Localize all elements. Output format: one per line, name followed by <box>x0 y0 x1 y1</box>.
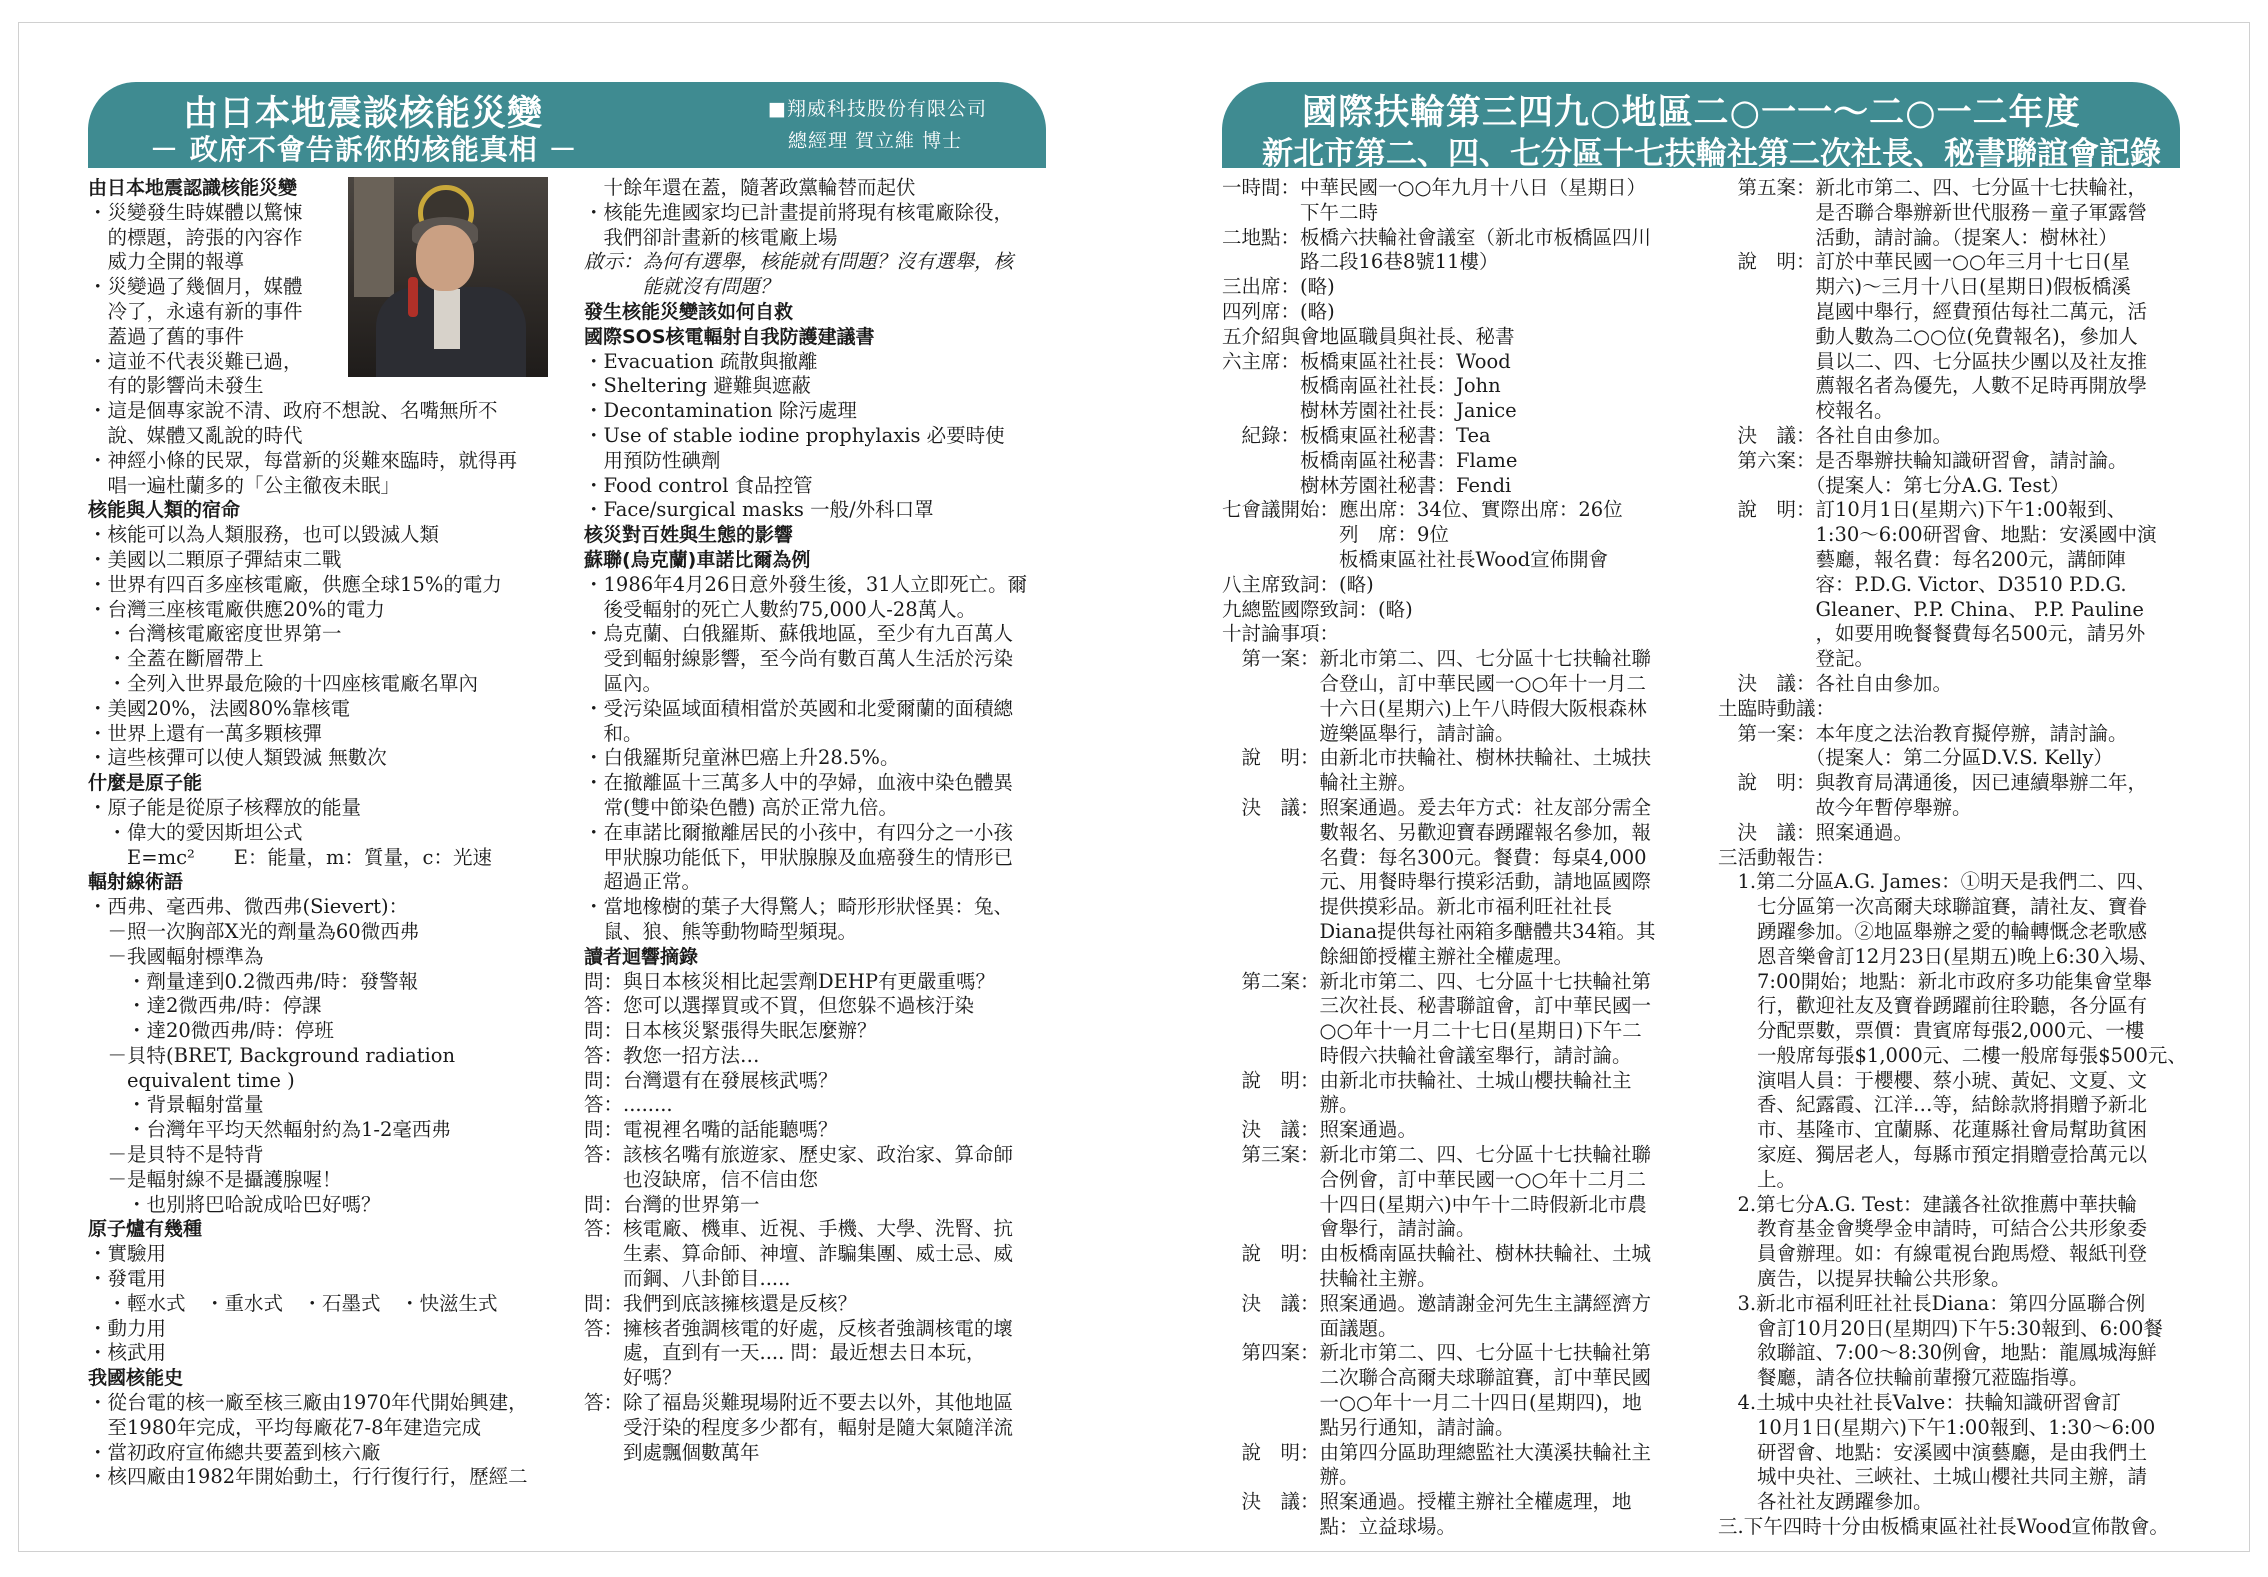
text-line: ・達2微西弗/時：停課 <box>88 994 322 1018</box>
text-line: 提供摸彩品。新北市福利旺社社長 <box>1222 895 1613 919</box>
text-line: 1.第二分區A.G. James：①明天是我們二、四、 <box>1718 870 2156 894</box>
text-line: ・神經小條的民眾，每當新的災難來臨時，就得再 <box>88 448 518 472</box>
text-line: 扶輪社主辦。 <box>1222 1267 1437 1291</box>
text-line: ・美國20%，法國80%靠核電 <box>88 696 351 720</box>
text-line: 板橋南區社社長：John <box>1222 374 1501 398</box>
section-heading: 我國核能史 <box>88 1367 184 1390</box>
text-line: ・達20微西弗/時：停班 <box>88 1019 334 1043</box>
text-line: 行，歡迎社友及寶眷踴躍前往聆聽，各分區有 <box>1718 994 2148 1018</box>
text-line: 第六案：是否舉辦扶輪知識研習會，請討論。 <box>1718 448 2128 472</box>
text-line: 7:00開始；地點：新北市政府多功能集會堂舉 <box>1718 969 2152 993</box>
text-line: 踴躍參加。②地區舉辦之愛的輪轉慨念老歌感 <box>1718 919 2148 943</box>
text-line: ，如要用晚餐餐費每名500元，請另外 <box>1718 622 2146 646</box>
text-line: 十餘年還在蓋，隨著政黨輪替而起伏 <box>584 176 916 199</box>
text-line: 1:30～6:00研習會、地點：安溪國中演 <box>1718 523 2157 547</box>
text-line: 是否聯合舉辦新世代服務－童子軍露營 <box>1718 200 2148 224</box>
section-heading: 蘇聯(烏克蘭)車諾比爾為例 <box>584 548 811 571</box>
text-line: 常(雙中節染色體) 高於正常九倍。 <box>584 795 898 819</box>
text-line: 教育基金會獎學金申請時，可結合公共形象委 <box>1718 1217 2148 1241</box>
text-line: 能就沒有問題？ <box>584 275 780 299</box>
text-line: ・動力用 <box>88 1316 167 1340</box>
text-line: 會訂10月20日(星期四)下午5:30報到、6:00餐 <box>1718 1316 2163 1340</box>
right-column-2 <box>1718 176 2188 1540</box>
text-line: 甲狀腺功能低下，甲狀腺腺及血癌發生的情形已 <box>584 845 1014 869</box>
section-heading: 原子爐有幾種 <box>88 1218 203 1241</box>
text-line: 餐廳，請各位扶輪前輩撥冗蒞臨指導。 <box>1718 1366 2089 1390</box>
text-line: 答：核電廠、機車、近視、手機、大學、洗腎、抗 <box>584 1217 1014 1241</box>
text-line: －是貝特不是特背 <box>88 1143 264 1167</box>
text-line: 十四日(星期六)中午十二時假新北市農 <box>1222 1192 1647 1216</box>
text-line: ・偉大的愛因斯坦公式 <box>88 820 303 844</box>
text-line: 生素、算命師、神壇、詐騙集團、威士忌、威 <box>584 1242 1014 1266</box>
text-line: 土臨時動議： <box>1718 696 1836 720</box>
text-line: ・Decontamination 除污處理 <box>584 399 857 423</box>
text-line: ・美國以二顆原子彈結束二戰 <box>88 547 342 571</box>
text-line: 香、紀露霞、江洋…等，結餘款將捐贈予新北 <box>1718 1093 2148 1117</box>
text-line: 處，直到有一天.... 問：最近想去日本玩， <box>584 1341 986 1365</box>
text-line: 廣告，以提昇扶輪公共形象。 <box>1718 1267 2011 1291</box>
text-line: 藝廳，報名費：每名200元，講師陣 <box>1718 547 2126 571</box>
section-heading: 發生核能災變該如何自救 <box>584 300 794 323</box>
text-line: 問：我們到底該擁核還是反核？ <box>584 1291 858 1315</box>
text-line: 威力全開的報導 <box>88 250 245 274</box>
text-line: 冷了，永遠有新的事件 <box>88 299 303 323</box>
text-line: （提案人：第二分區D.V.S. Kelly） <box>1718 746 2113 770</box>
text-line: 問：與日本核災相比起雲劑DEHP有更嚴重嗎？ <box>584 969 995 993</box>
text-line: 一般席每張$1,000元、二樓一般席每張$500元、 <box>1718 1043 2187 1067</box>
text-line: ・輕水式 ・重水式 ・石墨式 ・快滋生式 <box>88 1291 498 1315</box>
text-line: 有的影響尚未發生 <box>88 374 264 398</box>
right-column-1 <box>1222 176 1692 1540</box>
text-line: 數報名、另歡迎寶春踴躍報名參加，報 <box>1222 820 1652 844</box>
text-line: 決 議：照案通過。邀請謝金河先生主講經濟方 <box>1222 1291 1652 1315</box>
text-line: 市、基隆市、宜蘭縣、花蓮縣社會局幫助貧困 <box>1718 1118 2148 1142</box>
text-line: 一時間：中華民國一○○年九月十八日（星期日） <box>1222 176 1647 199</box>
text-line: ・當初政府宣佈總共要蓋到核六廠 <box>88 1440 381 1464</box>
text-line: ・全蓋在斷層帶上 <box>88 647 264 671</box>
author-title: 總經理 賀立維 博士 <box>788 130 963 152</box>
text-line: 四列席：(略) <box>1222 299 1335 323</box>
text-line: 說 明：由板橋南區扶輪社、樹林扶輪社、土城 <box>1222 1242 1652 1266</box>
text-line: ・受污染區域面積相當於英國和北愛爾蘭的面積總 <box>584 696 1014 720</box>
text-line: 三出席：(略) <box>1222 275 1335 299</box>
text-line: 好嗎？ <box>584 1366 682 1390</box>
text-line: 辦。 <box>1222 1465 1359 1489</box>
text-line: E=mc² E：能量，m：質量，c：光速 <box>88 845 492 869</box>
text-line: 到處飄個數萬年 <box>584 1440 760 1464</box>
text-line: 區內。 <box>584 671 663 695</box>
text-line: ・台灣年平均天然輻射約為1-2毫西弗 <box>88 1118 451 1142</box>
text-line: 六主席：板橋東區社社長：Wood <box>1222 349 1511 373</box>
text-line: 上。 <box>1718 1167 1797 1191</box>
text-line: 動人數為二○○位(免費報名)，參加人 <box>1718 324 2138 348</box>
text-line: 10月1日(星期六)下午1:00報到、1:30～6:00 <box>1718 1415 2156 1439</box>
text-line: 第四案：新北市第二、四、七分區十七扶輪社第 <box>1222 1341 1652 1365</box>
text-line: 遊樂區舉行，請討論。 <box>1222 721 1515 745</box>
text-line: 問：台灣的世界第一 <box>584 1192 760 1216</box>
text-line: 登記。 <box>1718 647 1875 671</box>
text-line: 答：........ <box>584 1093 673 1117</box>
text-line: 敘聯誼、7:00～8:30例會，地點：龍鳳城海鮮 <box>1718 1341 2157 1365</box>
text-line: ・這些核彈可以使人類毀滅 無數次 <box>88 746 387 770</box>
text-line: 的標題，誇張的內容作 <box>88 225 303 249</box>
text-line: 說 明：由新北市扶輪社、土城山櫻扶輪社主 <box>1222 1068 1632 1092</box>
text-line: 合登山，訂中華民國一○○年十一月二 <box>1222 671 1647 695</box>
text-line: 答：該核名嘴有旅遊家、歷史家、政治家、算命師 <box>584 1143 1014 1167</box>
right-banner <box>1222 82 2180 172</box>
text-line: ・核能先進國家均已計畫提前將現有核電廠除役， <box>584 200 1014 224</box>
text-line: 合例會，訂中華民國一○○年十二月二 <box>1222 1167 1647 1191</box>
text-line: 而鋼、八卦節目..... <box>584 1267 791 1291</box>
text-line: ・實驗用 <box>88 1242 167 1266</box>
text-line: ・這並不代表災難已過， <box>88 349 303 373</box>
text-line: 第一案：新北市第二、四、七分區十七扶輪社聯 <box>1222 647 1652 671</box>
text-line: 用預防性碘劑 <box>584 448 721 472</box>
text-line: ・Food control 食品控管 <box>584 473 813 497</box>
text-line: 唱一遍杜蘭多的「公主徹夜未眠」 <box>88 473 401 497</box>
text-line: ・發電用 <box>88 1267 167 1291</box>
text-line: －我國輻射標準為 <box>88 944 264 968</box>
text-line: 員以二、四、七分區扶少團以及社友推 <box>1718 349 2148 373</box>
right-banner-subtitle: 新北市第二、四、七分區十七扶輪社第二次社長、秘書聯誼會記錄 <box>1262 136 2161 172</box>
text-line: ・世界有四百多座核電廠，供應全球15%的電力 <box>88 572 502 596</box>
text-line: ・西弗、毫西弗、微西弗(Sievert)： <box>88 895 409 919</box>
left-banner-title: 由日本地震談核能災變 <box>183 94 544 134</box>
text-line: 說 明：訂10月1日(星期六)下午1:00報到、 <box>1718 498 2127 522</box>
text-line: 點：立益球場。 <box>1222 1515 1457 1539</box>
text-line: 故今年暫停舉辦。 <box>1718 795 1972 819</box>
text-line: 受到輻射線影響，至今尚有數百萬人生活於污染 <box>584 647 1014 671</box>
text-line: 我們卻計畫新的核電廠上場 <box>584 225 838 249</box>
text-line: 決 議：照案通過。 <box>1222 1118 1418 1142</box>
text-line: ・災變過了幾個月，媒體 <box>88 275 303 299</box>
author-company: ■翔威科技股份有限公司 <box>768 98 987 120</box>
text-line: 七會議開始：應出席：34位、實際出席：26位 <box>1222 498 1623 522</box>
text-line: 說 明：訂於中華民國一○○年三月十七日(星 <box>1718 250 2131 274</box>
text-line: 紀錄：板橋東區社秘書：Tea <box>1222 423 1491 447</box>
text-line: 校報名。 <box>1718 399 1894 423</box>
left-banner <box>88 82 1046 168</box>
text-line: 員會辦理。如：有線電視台跑馬燈、報紙刊登 <box>1718 1242 2148 1266</box>
text-line: 一○○年十一月二十四日(星期四)，地 <box>1222 1391 1642 1415</box>
text-line: 活動，請討論。（提案人：樹林社） <box>1718 225 2118 249</box>
text-line: ・在車諾比爾撤離居民的小孩中，有四分之一小孩 <box>584 820 1014 844</box>
text-line: 餘細節授權主辦社全權處理。 <box>1222 944 1574 968</box>
text-line: 崑國中舉行，經費預估每社二萬元，活 <box>1718 299 2148 323</box>
text-line: 答：除了福島災難現場附近不要去以外，其他地區 <box>584 1391 1014 1415</box>
text-line: 十討論事項： <box>1222 622 1340 646</box>
text-line: 至1980年完成，平均每廠花7-8年建造完成 <box>88 1415 482 1439</box>
text-line: 2.第七分A.G. Test：建議各社欲推薦中華扶輪 <box>1718 1192 2138 1216</box>
text-line: ・全列入世界最危險的十四座核電廠名單內 <box>88 671 479 695</box>
text-line: 名費：每名300元。餐費：每桌4,000 <box>1222 845 1647 869</box>
text-line: 板橋南區社秘書：Flame <box>1222 448 1518 472</box>
text-line: 決 議：各社自由參加。 <box>1718 671 1953 695</box>
text-line: 也沒缺席，信不信由您 <box>584 1167 819 1191</box>
text-line: ・烏克蘭、白俄羅斯、蘇俄地區，至少有九百萬人 <box>584 622 1014 646</box>
section-heading: 核能與人類的宿命 <box>88 499 241 522</box>
text-line: 列 席：9位 <box>1222 523 1449 547</box>
text-line: 點另行通知，請討論。 <box>1222 1415 1515 1439</box>
section-heading: 核災對百姓與生態的影響 <box>584 524 794 547</box>
text-line: 時假六扶輪社會議室舉行，請討論。 <box>1222 1043 1632 1067</box>
text-line: ・白俄羅斯兒童淋巴癌上升28.5%。 <box>584 746 900 770</box>
text-line: ・原子能是從原子核釋放的能量 <box>88 795 362 819</box>
text-line: 二地點：板橋六扶輪社會議室（新北市板橋區四川 <box>1222 225 1652 249</box>
text-line: 超過正常。 <box>584 870 702 894</box>
text-line: －照一次胸部X光的劑量為60微西弗 <box>88 919 420 943</box>
text-line: ・劑量達到0.2微西弗/時：發警報 <box>88 969 419 993</box>
left-banner-subtitle: － 政府不會告訴你的核能真相 － <box>150 133 578 166</box>
text-line: Diana提供每社兩箱多醣體共34箱。其 <box>1222 919 1656 943</box>
text-line: 三.下午四時十分由板橋東區社社長Wood宣佈散會。 <box>1718 1515 2169 1539</box>
text-line: 決 議：各社自由參加。 <box>1718 423 1953 447</box>
text-line: 演唱人員：于櫻櫻、蔡小琥、黃妃、文夏、文 <box>1718 1068 2148 1092</box>
text-line: 薦報名者為優先，人數不足時再開放學 <box>1718 374 2148 398</box>
section-heading: 由日本地震認識核能災變 <box>88 177 298 199</box>
text-line: ・Sheltering 避難與遮蔽 <box>584 374 811 398</box>
text-line: 輪社主辦。 <box>1222 771 1418 795</box>
text-line: 3.新北市福利旺社社長Diana：第四分區聯合例 <box>1718 1291 2146 1315</box>
text-line: 蓋過了舊的事件 <box>88 324 245 348</box>
text-line: 各社社友踴躍參加。 <box>1718 1490 1933 1514</box>
text-line: 啟示：為何有選舉，核能就有問題？沒有選舉，核 <box>584 250 1014 274</box>
text-line: ・在撤離區十三萬多人中的孕婦，血液中染色體異 <box>584 771 1014 795</box>
section-heading: 讀者迴響摘錄 <box>584 945 699 968</box>
text-line: 三次社長、秘書聯誼會，訂中華民國一 <box>1222 994 1652 1018</box>
text-line: ・1986年4月26日意外發生後，31人立即死亡。爾 <box>584 572 1028 596</box>
text-line: 問：電視裡名嘴的話能聽嗎？ <box>584 1118 838 1142</box>
text-line: ・世界上還有一萬多顆核彈 <box>88 721 323 745</box>
text-line: ・當地橡樹的葉子大得驚人；畸形形狀怪異：兔、 <box>584 895 1014 919</box>
text-line: ・核能可以為人類服務，也可以毀滅人類 <box>88 523 440 547</box>
text-line: equivalent time ) <box>88 1068 295 1092</box>
text-line: 八主席致詞：(略) <box>1222 572 1374 596</box>
text-line: 問：台灣還有在發展核武嗎？ <box>584 1068 838 1092</box>
text-line: 答：教您一招方法… <box>584 1043 760 1067</box>
text-line: 決 議：照案通過。爰去年方式：社友部分需全 <box>1222 795 1652 819</box>
text-line: ・Evacuation 疏散與撤離 <box>584 349 818 373</box>
text-line: 十六日(星期六)上午八時假大阪根森林 <box>1222 696 1647 720</box>
text-line: 分配票數，票價：貴賓席每張2,000元、一樓 <box>1718 1019 2145 1043</box>
text-line: ○○年十一月二十七日(星期日)下午二 <box>1222 1019 1642 1043</box>
right-page <box>1134 0 2268 1577</box>
left-column-2 <box>584 176 1054 1465</box>
text-line: 城中央社、三峽社、土城山櫻社共同主辦，請 <box>1718 1465 2148 1489</box>
text-line: ・台灣核電廠密度世界第一 <box>88 622 342 646</box>
text-line: ・核四廠由1982年開始動土，行行復行行，歷經二 <box>88 1465 528 1489</box>
text-line: 鼠、狼、熊等動物畸型頻現。 <box>584 919 858 943</box>
text-line: 五介紹與會地區職員與社長、秘書 <box>1222 324 1515 348</box>
text-line: Gleaner、P.P. China、 P.P. Pauline <box>1718 597 2144 621</box>
text-line: ・背景輻射當量 <box>88 1093 264 1117</box>
text-line: 會舉行，請討論。 <box>1222 1217 1476 1241</box>
text-line: 期六)～三月十八日(星期日)假板橋溪 <box>1718 275 2131 299</box>
text-line: 板橋東區社社長Wood宣佈開會 <box>1222 547 1609 571</box>
text-line: 家庭、獨居老人，每縣市預定捐贈壹拾萬元以 <box>1718 1143 2148 1167</box>
text-line: 說 明：與教育局溝通後，因已連續舉辦二年， <box>1718 771 2148 795</box>
text-line: ・也別將巴哈說成哈巴好嗎？ <box>88 1192 381 1216</box>
text-line: ・這是個專家說不清、政府不想說、名嘴無所不 <box>88 399 498 423</box>
section-heading: 國際SOS核電輻射自我防護建議書 <box>584 325 875 348</box>
text-line: 恩音樂會訂12月23日(星期五)晚上6:30入場、 <box>1718 944 2159 968</box>
text-line: 決 議：照案通過。 <box>1718 820 1914 844</box>
text-line: 研習會、地點：安溪國中演藝廳，是由我們土 <box>1718 1440 2148 1464</box>
text-line: 第一案：本年度之法治教育擬停辦，請討論。 <box>1718 721 2128 745</box>
text-line: 樹林芳園社秘書：Fendi <box>1222 473 1512 497</box>
text-line: ・核武用 <box>88 1341 167 1365</box>
text-line: 後受輻射的死亡人數約75,000人-28萬人。 <box>584 597 977 621</box>
text-line: 七分區第一次高爾夫球聯誼賽，請社友、寶眷 <box>1718 895 2148 919</box>
text-line: ・台灣三座核電廠供應20%的電力 <box>88 597 385 621</box>
text-line: （提案人：第七分A.G. Test） <box>1718 473 2070 497</box>
text-line: ・Use of stable iodine prophylaxis 必要時使 <box>584 423 1005 447</box>
text-line: 第二案：新北市第二、四、七分區十七扶輪社第 <box>1222 969 1652 993</box>
section-heading: 輻射線術語 <box>88 871 184 894</box>
text-line: 說、媒體又亂說的時代 <box>88 423 303 447</box>
text-line: ・從台電的核一廠至核三廠由1970年代開始興建， <box>88 1391 528 1415</box>
text-line: 樹林芳園社社長：Janice <box>1222 399 1517 423</box>
text-line: 說 明：由新北市扶輪社、樹林扶輪社、土城扶 <box>1222 746 1652 770</box>
text-line: 辦。 <box>1222 1093 1359 1117</box>
text-line: ・災變發生時媒體以驚悚 <box>88 200 303 224</box>
text-line: 下午二時 <box>1222 200 1379 224</box>
text-line: 路二段16巷8號11樓） <box>1222 250 1499 274</box>
text-line: 九總監國際致詞：(略) <box>1222 597 1413 621</box>
section-heading: 什麼是原子能 <box>88 772 203 795</box>
text-line: 二次聯合高爾夫球聯誼賽，訂中華民國 <box>1222 1366 1652 1390</box>
text-line: 答：您可以選擇買或不買，但您躲不過核汙染 <box>584 994 975 1018</box>
text-line: ・Face/surgical masks 一般/外科口罩 <box>584 498 934 522</box>
text-line: 三活動報告： <box>1718 845 1836 869</box>
text-line: 容：P.D.G. Victor、D3510 P.D.G. <box>1718 572 2127 596</box>
text-line: 說 明：由第四分區助理總監社大漢溪扶輪社主 <box>1222 1440 1652 1464</box>
text-line: －是輻射線不是攝護腺喔！ <box>88 1167 342 1191</box>
text-line: 第三案：新北市第二、四、七分區十七扶輪社聯 <box>1222 1143 1652 1167</box>
text-line: 元、用餐時舉行摸彩活動，請地區國際 <box>1222 870 1652 894</box>
text-line: －貝特(BRET, Background radiation <box>88 1043 456 1067</box>
left-column-1 <box>88 176 558 1490</box>
text-line: 問：日本核災緊張得失眠怎麼辦？ <box>584 1019 877 1043</box>
text-line: 和。 <box>584 721 643 745</box>
text-line: 答：擁核者強調核電的好處，反核者強調核電的壞 <box>584 1316 1014 1340</box>
right-banner-title: 國際扶輪第三四九○地區二○一一～二○一二年度 <box>1302 93 2081 133</box>
text-line: 面議題。 <box>1222 1316 1398 1340</box>
text-line: 第五案：新北市第二、四、七分區十七扶輪社， <box>1718 176 2148 199</box>
text-line: 決 議：照案通過。授權主辦社全權處理，地 <box>1222 1490 1632 1514</box>
text-line: 受汙染的程度多少都有，輻射是隨大氣隨洋流 <box>584 1415 1014 1439</box>
text-line: 4.土城中央社社長Valve：扶輪知識研習會訂 <box>1718 1391 2121 1415</box>
